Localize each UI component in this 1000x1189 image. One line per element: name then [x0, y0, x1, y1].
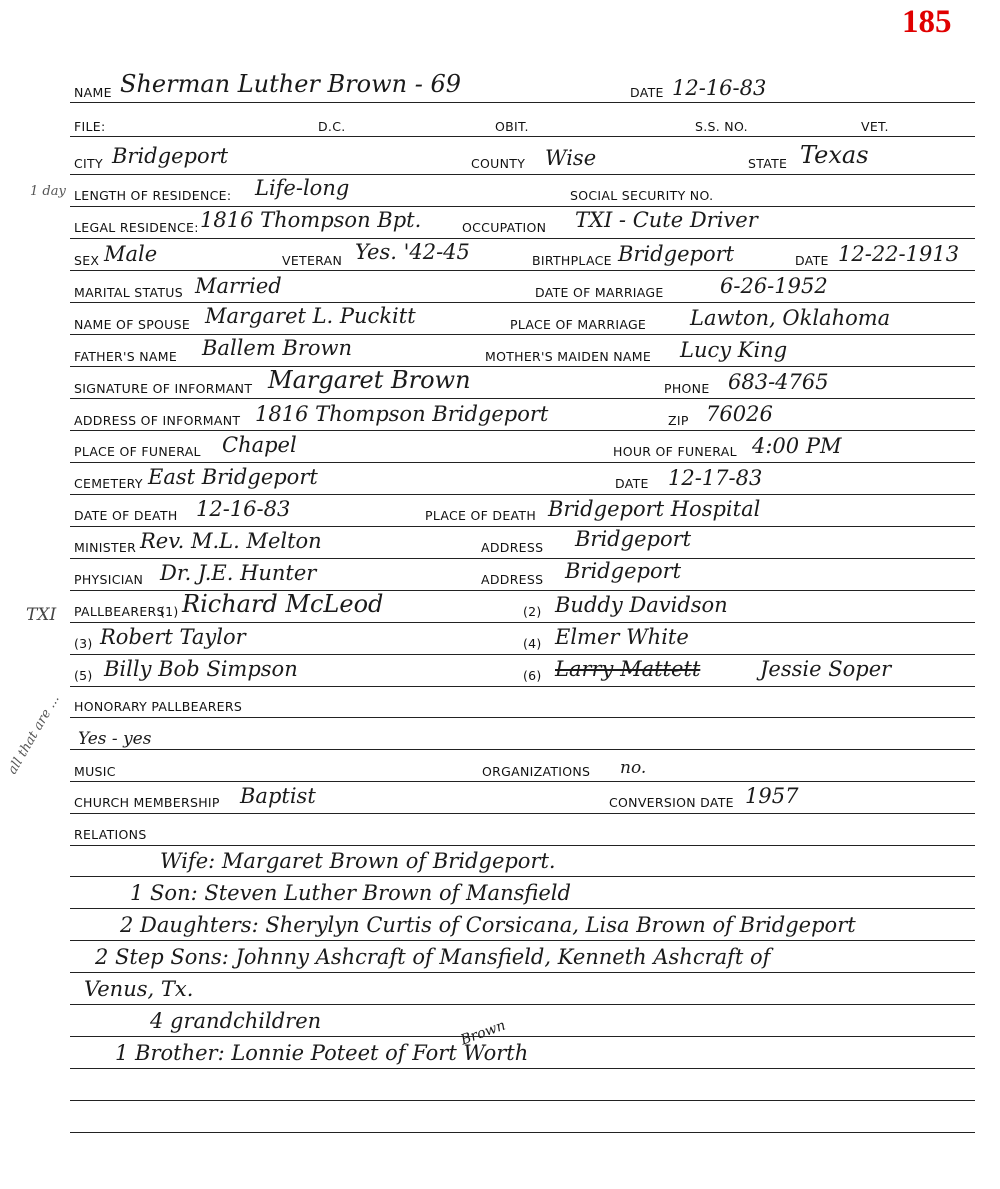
rule-cemetery: [70, 494, 975, 495]
file-label: FILE:: [74, 119, 106, 134]
place-of-marriage-value: Lawton, Oklahoma: [690, 306, 891, 330]
county-value: Wise: [545, 146, 597, 170]
pallbearer-4-label: (4): [523, 636, 542, 651]
church-membership-label: CHURCH MEMBERSHIP: [74, 795, 220, 810]
place-of-funeral-label: PLACE OF FUNERAL: [74, 444, 201, 459]
zip-label: ZIP: [668, 413, 689, 428]
cemetery-label: CEMETERY: [74, 476, 143, 491]
rule-name: [70, 102, 975, 103]
state-value: Texas: [800, 141, 869, 169]
rule-relations-4: [70, 972, 975, 973]
veteran-value: Yes. '42-45: [355, 240, 470, 264]
hour-of-funeral-label: HOUR OF FUNERAL: [613, 444, 737, 459]
organizations-value: no.: [620, 758, 647, 778]
rule-city: [70, 174, 975, 175]
relations-label: RELATIONS: [74, 827, 147, 842]
sex-value: Male: [104, 242, 158, 266]
ss-no-label: S.S. NO.: [695, 119, 748, 134]
mother-value: Lucy King: [680, 338, 788, 362]
informant-address-value: 1816 Thompson Bridgeport: [255, 402, 549, 426]
relation-insert: Brown: [458, 1017, 508, 1049]
physician-label: PHYSICIAN: [74, 572, 144, 587]
city-value: Bridgeport: [112, 144, 229, 168]
rule-relations-2: [70, 908, 975, 909]
mother-label: MOTHER'S MAIDEN NAME: [485, 349, 652, 364]
relation-line: 1 Son: Steven Luther Brown of Mansfield: [130, 881, 571, 905]
place-of-death-value: Bridgeport Hospital: [548, 497, 761, 521]
date-label: DATE: [630, 85, 664, 100]
date-of-death-value: 12-16-83: [196, 497, 291, 521]
rule-pallbearers-3: [70, 686, 975, 687]
legal-residence-label: LEGAL RESIDENCE:: [74, 220, 199, 235]
occupation-value: TXI - Cute Driver: [575, 208, 758, 232]
minister-value: Rev. M.L. Melton: [140, 529, 322, 553]
honorary-pallbearers-value: Yes - yes: [78, 729, 152, 749]
obit-label: OBIT.: [495, 119, 529, 134]
county-label: COUNTY: [471, 156, 526, 171]
church-membership-value: Baptist: [240, 784, 316, 808]
cemetery-date-value: 12-17-83: [668, 466, 763, 490]
place-of-death-label: PLACE OF DEATH: [425, 508, 537, 523]
relation-line: 4 grandchildren: [150, 1009, 322, 1033]
legal-residence-value: 1816 Thompson Bpt.: [200, 208, 422, 232]
spouse-value: Margaret L. Puckitt: [205, 304, 416, 328]
name-label: NAME: [74, 85, 112, 100]
date-of-marriage-label: DATE OF MARRIAGE: [535, 285, 664, 300]
pallbearer-2-value: Buddy Davidson: [555, 593, 728, 617]
pallbearer-1-value: Richard McLeod: [182, 590, 384, 618]
pallbearer-4-value: Elmer White: [555, 625, 689, 649]
page-number: 185: [902, 4, 952, 40]
relation-line: Wife: Margaret Brown of Bridgeport.: [160, 849, 556, 873]
margin-note-pallbearers: TXI: [26, 605, 57, 625]
marital-status-value: Married: [195, 274, 282, 298]
rule-relations-5: [70, 1004, 975, 1005]
rule-church: [70, 813, 975, 814]
rule-relations-7: [70, 1068, 975, 1069]
marital-status-label: MARITAL STATUS: [74, 285, 183, 300]
rule-file: [70, 136, 975, 137]
pallbearer-3-label: (3): [74, 636, 93, 651]
rule-spouse: [70, 334, 975, 335]
physician-value: Dr. J.E. Hunter: [160, 561, 317, 585]
rule-funeral: [70, 462, 975, 463]
veteran-label: VETERAN: [282, 253, 343, 268]
physician-address-label: ADDRESS: [481, 572, 544, 587]
occupation-label: OCCUPATION: [462, 220, 547, 235]
vet-label: VET.: [861, 119, 889, 134]
informant-address-label: ADDRESS OF INFORMANT: [74, 413, 241, 428]
birth-date-label: DATE: [795, 253, 829, 268]
name-value: Sherman Luther Brown - 69: [120, 70, 461, 98]
pallbearer-6-value: Jessie Soper: [760, 657, 892, 681]
hour-of-funeral-value: 4:00 PM: [752, 434, 842, 458]
rule-relations-9: [70, 1132, 975, 1133]
state-label: STATE: [748, 156, 788, 171]
place-of-marriage-label: PLACE OF MARRIAGE: [510, 317, 647, 332]
length-of-residence-value: Life-long: [255, 176, 350, 200]
rule-signature: [70, 398, 975, 399]
zip-value: 76026: [706, 402, 773, 426]
social-security-label: SOCIAL SECURITY NO.: [570, 188, 714, 203]
pallbearer-6-struck-value: Larry Mattett: [555, 657, 701, 681]
date-value: 12-16-83: [672, 76, 767, 100]
conversion-date-label: CONVERSION DATE: [609, 795, 734, 810]
rule-sex: [70, 270, 975, 271]
relation-line: 2 Step Sons: Johnny Ashcraft of Mansfield, Kenneth Ashcraft of: [95, 945, 771, 969]
birthplace-value: Bridgeport: [618, 242, 735, 266]
rule-honorary: [70, 717, 975, 718]
rule-pallbearers-1: [70, 622, 975, 623]
spouse-label: NAME OF SPOUSE: [74, 317, 191, 332]
date-of-death-label: DATE OF DEATH: [74, 508, 178, 523]
rule-legal: [70, 238, 975, 239]
margin-note-residence: 1 day: [30, 184, 66, 199]
rule-minister: [70, 558, 975, 559]
pallbearer-2-label: (2): [523, 604, 542, 619]
minister-label: MINISTER: [74, 540, 137, 555]
conversion-date-value: 1957: [745, 784, 799, 808]
rule-relations-6: [70, 1036, 975, 1037]
informant-signature-value: Margaret Brown: [268, 366, 471, 394]
rule-residence: [70, 206, 975, 207]
date-of-marriage-value: 6-26-1952: [720, 274, 828, 298]
rule-marital: [70, 302, 975, 303]
dc-label: D.C.: [318, 119, 346, 134]
rule-music: [70, 781, 975, 782]
pallbearer-3-value: Robert Taylor: [100, 625, 246, 649]
phone-value: 683-4765: [728, 370, 829, 394]
relation-line: Venus, Tx.: [84, 977, 194, 1001]
phone-label: PHONE: [664, 381, 710, 396]
honorary-pallbearers-label: HONORARY PALLBEARERS: [74, 699, 243, 714]
cemetery-date-label: DATE: [615, 476, 649, 491]
rule-address: [70, 430, 975, 431]
margin-note-music: all that are ...: [5, 692, 63, 777]
length-of-residence-label: LENGTH OF RESIDENCE:: [74, 188, 232, 203]
rule-relations-8: [70, 1100, 975, 1101]
sex-label: SEX: [74, 253, 100, 268]
father-label: FATHER'S NAME: [74, 349, 178, 364]
relation-line: 1 Brother: Lonnie Poteet of Fort Worth: [115, 1041, 529, 1065]
birth-date-value: 12-22-1913: [838, 242, 960, 266]
birthplace-label: BIRTHPLACE: [532, 253, 612, 268]
rule-pallbearers-2: [70, 654, 975, 655]
music-label: MUSIC: [74, 764, 116, 779]
pallbearer-1-label: (1): [160, 604, 179, 619]
rule-father: [70, 366, 975, 367]
city-label: CITY: [74, 156, 103, 171]
physician-address-value: Bridgeport: [565, 559, 682, 583]
rule-relations-3: [70, 940, 975, 941]
father-value: Ballem Brown: [202, 336, 353, 360]
pallbearer-6-label: (6): [523, 668, 542, 683]
pallbearers-label: PALLBEARERS: [74, 604, 165, 619]
rule-honorary-2: [70, 749, 975, 750]
pallbearer-5-label: (5): [74, 668, 93, 683]
rule-relations-1: [70, 876, 975, 877]
minister-address-label: ADDRESS: [481, 540, 544, 555]
rule-death: [70, 526, 975, 527]
informant-signature-label: SIGNATURE OF INFORMANT: [74, 381, 253, 396]
minister-address-value: Bridgeport: [575, 527, 692, 551]
cemetery-value: East Bridgeport: [148, 465, 318, 489]
rule-relations: [70, 845, 975, 846]
relation-line: 2 Daughters: Sherylyn Curtis of Corsicana, Lisa Brown of Bridgeport: [120, 913, 856, 937]
pallbearer-5-value: Billy Bob Simpson: [104, 657, 298, 681]
organizations-label: ORGANIZATIONS: [482, 764, 591, 779]
place-of-funeral-value: Chapel: [222, 433, 297, 457]
